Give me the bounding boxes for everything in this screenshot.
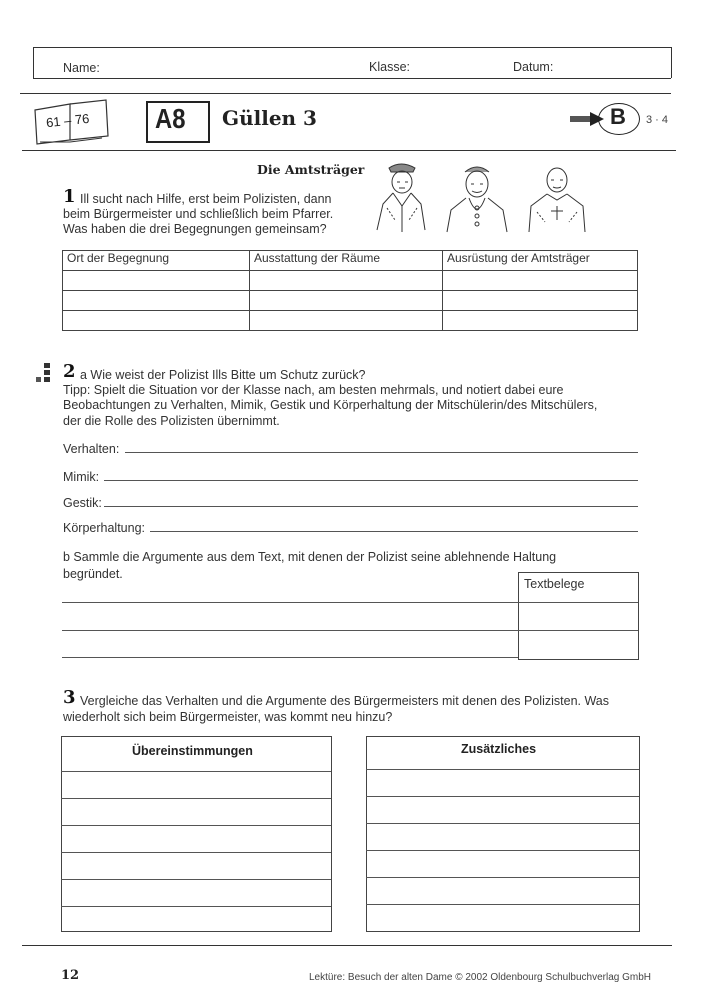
table-cell[interactable]: [250, 311, 443, 331]
matches-box: [61, 736, 332, 932]
source-credit: Lektüre: Besuch der alten Dame © 2002 Oldenbourg Schulbuchverlag GmbH: [309, 972, 652, 983]
additions-row-line[interactable]: [366, 769, 639, 770]
table-header-location: Ort der Begegnung: [63, 251, 250, 271]
argument-line[interactable]: [62, 657, 518, 658]
matches-row-line[interactable]: [61, 852, 331, 853]
section-heading: Die Amtsträger: [257, 162, 365, 177]
task2a-question: a Wie weist der Polizist Ills Bitte um Schutz zurück?: [80, 368, 366, 382]
matches-row-line[interactable]: [61, 798, 331, 799]
additions-header: Zusätzliches: [461, 742, 537, 756]
task2-tip-line3: der die Rolle des Polizisten übernimmt.: [63, 414, 280, 428]
task2b-line1: b Sammle die Argumente aus dem Text, mit denen der Polizist seine ablehnende Haltung: [63, 550, 557, 564]
argument-line[interactable]: [62, 630, 518, 631]
task2-number: 2: [63, 361, 76, 382]
header-bottom-rule: [33, 78, 671, 79]
table-cell[interactable]: [443, 291, 638, 311]
header-underline: [20, 93, 671, 94]
table-cell[interactable]: [63, 291, 250, 311]
task2-tip-line2: Beobachtungen zu Verhalten, Mimik, Gestik und Körperhaltung der Mitschülerin/des Mitschülers,: [63, 398, 598, 412]
posture-field[interactable]: [150, 531, 638, 532]
table-header-rooms: Ausstattung der Räume: [250, 251, 443, 271]
task1-table: [62, 250, 638, 331]
table-cell[interactable]: [63, 271, 250, 291]
task3-number: 3: [63, 687, 76, 708]
matches-header: Übereinstimmungen: [132, 744, 253, 758]
page-number: 12: [61, 968, 80, 983]
facial-expression-field[interactable]: [104, 480, 638, 481]
matches-row-line[interactable]: [61, 906, 331, 907]
section-code: A8: [155, 103, 186, 134]
additions-row-line[interactable]: [366, 796, 639, 797]
title-rule: [22, 150, 676, 151]
task2-tip-line1: Tipp: Spielt die Situation vor der Klasse nach, am besten mehrmals, und notiert dabei eure: [63, 383, 564, 397]
additions-row-line[interactable]: [366, 823, 639, 824]
additions-row-line[interactable]: [366, 904, 639, 905]
table-cell[interactable]: [443, 271, 638, 291]
officials-illustration: [365, 160, 605, 238]
task1-number: 1: [63, 186, 76, 207]
header-box: [33, 47, 672, 78]
table-cell[interactable]: [250, 291, 443, 311]
table-cell[interactable]: [63, 311, 250, 331]
evidence-row-line: [518, 602, 638, 603]
field-label-gesture: Gestik:: [63, 496, 102, 510]
book-pages-range: 61 – 76: [45, 110, 91, 131]
name-label: Name:: [63, 61, 100, 75]
argument-line[interactable]: [62, 602, 518, 603]
task1-text-line2: beim Bürgermeister und schließlich beim Pfarrer.: [63, 207, 334, 221]
evidence-header: Textbelege: [524, 577, 585, 591]
grade-label: 3 · 4: [646, 114, 669, 126]
matches-row-line[interactable]: [61, 771, 331, 772]
additions-row-line[interactable]: [366, 850, 639, 851]
date-label: Datum:: [513, 60, 554, 74]
field-label-facial: Mimik:: [63, 470, 100, 484]
task1-text-line3: Was haben die drei Begegnungen gemeinsam?: [63, 222, 327, 236]
matches-row-line[interactable]: [61, 879, 331, 880]
table-header-equipment: Ausrüstung der Amtsträger: [443, 251, 638, 271]
field-label-behavior: Verhalten:: [63, 442, 120, 456]
mayor-icon: [447, 167, 507, 232]
field-label-posture: Körperhaltung:: [63, 521, 146, 535]
task1-text-line1: Ill sucht nach Hilfe, erst beim Polizisten, dann: [80, 192, 332, 206]
table-cell[interactable]: [443, 311, 638, 331]
level-letter: B: [610, 104, 626, 129]
policeman-icon: [377, 164, 425, 232]
matches-row-line[interactable]: [61, 825, 331, 826]
additions-row-line[interactable]: [366, 877, 639, 878]
priest-icon: [529, 168, 585, 232]
footer-rule: [22, 945, 672, 946]
task2b-line2: begründet.: [63, 567, 123, 581]
group-work-icon: [34, 362, 56, 384]
page-title: Güllen 3: [222, 106, 317, 130]
behavior-field[interactable]: [125, 452, 638, 453]
evidence-row-line: [518, 630, 638, 631]
gesture-field[interactable]: [104, 506, 638, 507]
additions-box: [366, 736, 640, 932]
task3-text-line1: Vergleiche das Verhalten und die Argumente des Bürgermeisters mit denen des Polizisten. Was: [80, 694, 609, 708]
table-cell[interactable]: [250, 271, 443, 291]
class-label: Klasse:: [369, 60, 410, 74]
task3-text-line2: wiederholt sich beim Bürgermeister, was kommt neu hinzu?: [63, 710, 393, 724]
